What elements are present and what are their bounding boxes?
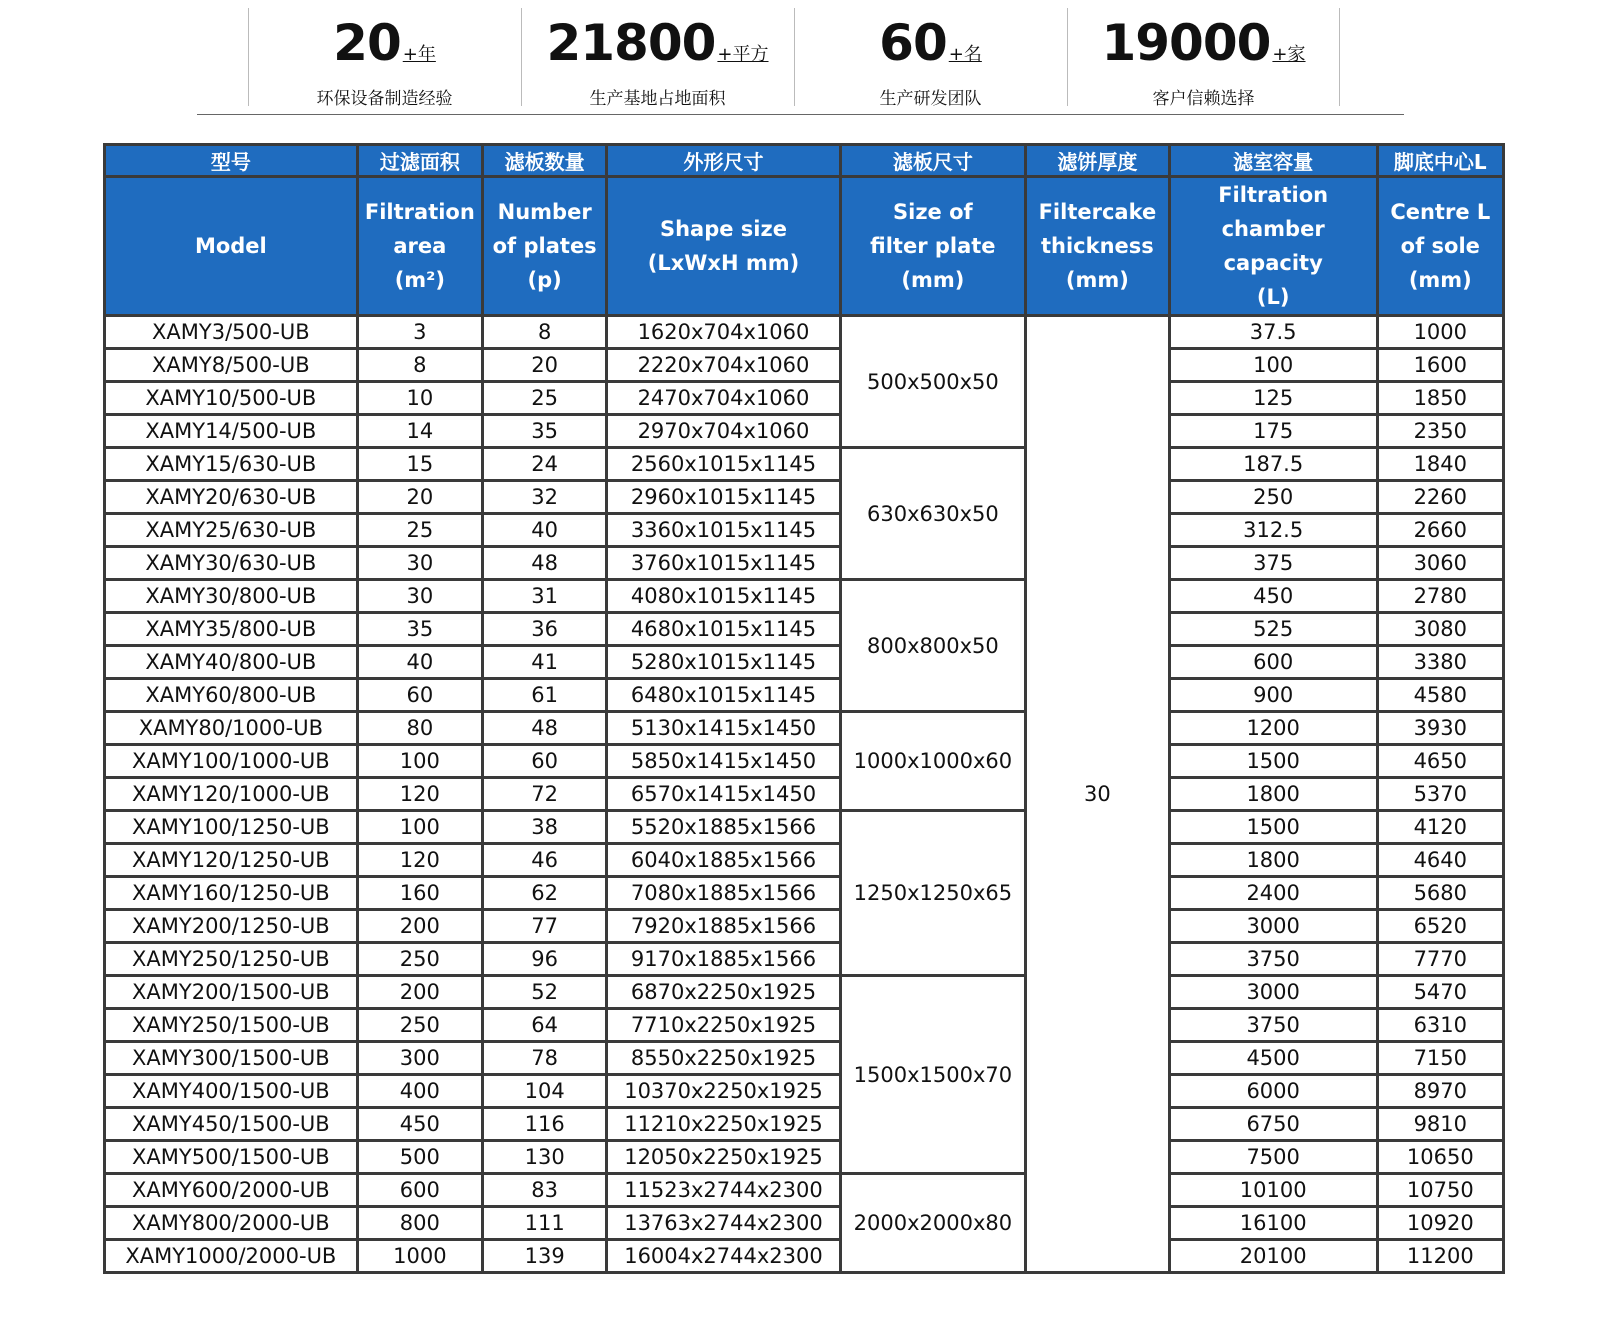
header-en-centre: Centre L of sole (mm) <box>1377 177 1503 316</box>
table-row <box>105 514 1504 547</box>
cell-area: 8 <box>357 349 482 382</box>
stat-caption: 生产基地占地面积 <box>589 89 726 109</box>
cell-shape: 2960x1015x1145 <box>607 481 840 514</box>
cell-centre: 2260 <box>1377 481 1503 514</box>
cell-area: 15 <box>357 448 482 481</box>
cell-plates: 62 <box>483 877 607 910</box>
cell-plates: 130 <box>483 1141 607 1174</box>
cell-capacity: 3000 <box>1169 976 1377 1009</box>
stat-unit: +年 <box>402 44 436 65</box>
cell-plates: 8 <box>483 316 607 349</box>
cell-area: 250 <box>357 1009 482 1042</box>
cell-capacity: 312.5 <box>1169 514 1377 547</box>
cell-model: XAMY60/800-UB <box>105 679 358 712</box>
cell-capacity: 3000 <box>1169 910 1377 943</box>
cell-model: XAMY450/1500-UB <box>105 1108 358 1141</box>
cell-shape: 6480x1015x1145 <box>607 679 840 712</box>
cell-plate-size: 800x800x50 <box>840 580 1025 712</box>
cell-capacity: 4500 <box>1169 1042 1377 1075</box>
cell-plates: 25 <box>483 382 607 415</box>
cell-centre: 11200 <box>1377 1240 1503 1273</box>
cell-centre: 3080 <box>1377 613 1503 646</box>
cell-plate-size: 2000x2000x80 <box>840 1174 1025 1273</box>
cell-area: 30 <box>357 580 482 613</box>
cell-centre: 3930 <box>1377 712 1503 745</box>
cell-area: 800 <box>357 1207 482 1240</box>
cell-plate-size: 1500x1500x70 <box>840 976 1025 1174</box>
table-row <box>105 316 1504 349</box>
cell-plate-size: 630x630x50 <box>840 448 1025 580</box>
table-row <box>105 481 1504 514</box>
cell-area: 80 <box>357 712 482 745</box>
cell-capacity: 16100 <box>1169 1207 1377 1240</box>
stat-number: 20 <box>333 14 401 72</box>
cell-shape: 2970x704x1060 <box>607 415 840 448</box>
cell-shape: 11210x2250x1925 <box>607 1108 840 1141</box>
header-cn-shape: 外形尺寸 <box>607 145 840 177</box>
cell-plates: 60 <box>483 745 607 778</box>
cell-centre: 4580 <box>1377 679 1503 712</box>
cell-model: XAMY30/630-UB <box>105 547 358 580</box>
cell-plates: 48 <box>483 547 607 580</box>
header-en-plate-size: Size of filter plate (mm) <box>840 177 1025 316</box>
cell-centre: 3060 <box>1377 547 1503 580</box>
cell-shape: 3360x1015x1145 <box>607 514 840 547</box>
cell-model: XAMY600/2000-UB <box>105 1174 358 1207</box>
cell-plates: 35 <box>483 415 607 448</box>
cell-area: 160 <box>357 877 482 910</box>
header-en-capacity: Filtration chamber capacity (L) <box>1169 177 1377 316</box>
cell-capacity: 1500 <box>1169 811 1377 844</box>
cell-plates: 24 <box>483 448 607 481</box>
cell-centre: 10750 <box>1377 1174 1503 1207</box>
cell-shape: 11523x2744x2300 <box>607 1174 840 1207</box>
stat-number: 19000 <box>1101 14 1271 72</box>
cell-model: XAMY25/630-UB <box>105 514 358 547</box>
cell-plates: 83 <box>483 1174 607 1207</box>
cell-capacity: 2400 <box>1169 877 1377 910</box>
cell-capacity: 6750 <box>1169 1108 1377 1141</box>
cell-shape: 6570x1415x1450 <box>607 778 840 811</box>
cell-model: XAMY8/500-UB <box>105 349 358 382</box>
cell-centre: 6310 <box>1377 1009 1503 1042</box>
cell-capacity: 100 <box>1169 349 1377 382</box>
cell-centre: 6520 <box>1377 910 1503 943</box>
table-row <box>105 1141 1504 1174</box>
cell-model: XAMY800/2000-UB <box>105 1207 358 1240</box>
spec-table-body <box>105 316 1504 1273</box>
stat-item <box>794 8 1067 109</box>
cell-centre: 5680 <box>1377 877 1503 910</box>
cell-area: 250 <box>357 943 482 976</box>
cell-centre: 1840 <box>1377 448 1503 481</box>
cell-plates: 32 <box>483 481 607 514</box>
table-row <box>105 877 1504 910</box>
cell-centre: 4650 <box>1377 745 1503 778</box>
cell-capacity: 1800 <box>1169 778 1377 811</box>
cell-centre: 10920 <box>1377 1207 1503 1240</box>
cell-model: XAMY200/1500-UB <box>105 976 358 1009</box>
cell-shape: 7920x1885x1566 <box>607 910 840 943</box>
cell-shape: 8550x2250x1925 <box>607 1042 840 1075</box>
table-row <box>105 349 1504 382</box>
stat-number: 21800 <box>546 14 716 72</box>
cell-model: XAMY100/1000-UB <box>105 745 358 778</box>
cell-plates: 36 <box>483 613 607 646</box>
cell-capacity: 20100 <box>1169 1240 1377 1273</box>
cell-plates: 77 <box>483 910 607 943</box>
cell-area: 14 <box>357 415 482 448</box>
cell-centre: 7150 <box>1377 1042 1503 1075</box>
stat-item <box>248 8 521 109</box>
cell-model: XAMY40/800-UB <box>105 646 358 679</box>
cell-shape: 9170x1885x1566 <box>607 943 840 976</box>
header-cn-cake: 滤饼厚度 <box>1026 145 1170 177</box>
cell-model: XAMY1000/2000-UB <box>105 1240 358 1273</box>
cell-shape: 1620x704x1060 <box>607 316 840 349</box>
cell-model: XAMY200/1250-UB <box>105 910 358 943</box>
cell-capacity: 3750 <box>1169 1009 1377 1042</box>
table-row <box>105 1042 1504 1075</box>
cell-model: XAMY30/800-UB <box>105 580 358 613</box>
header-cn-plate-size: 滤板尺寸 <box>840 145 1025 177</box>
cell-shape: 7710x2250x1925 <box>607 1009 840 1042</box>
table-row <box>105 547 1504 580</box>
cell-capacity: 250 <box>1169 481 1377 514</box>
cell-plates: 96 <box>483 943 607 976</box>
cell-plates: 38 <box>483 811 607 844</box>
header-cn-plates: 滤板数量 <box>483 145 607 177</box>
cell-centre: 1850 <box>1377 382 1503 415</box>
cell-model: XAMY14/500-UB <box>105 415 358 448</box>
cell-plate-size: 500x500x50 <box>840 316 1025 448</box>
cell-model: XAMY250/1500-UB <box>105 1009 358 1042</box>
cell-shape: 3760x1015x1145 <box>607 547 840 580</box>
cell-centre: 7770 <box>1377 943 1503 976</box>
table-row <box>105 943 1504 976</box>
header-en-area: Filtration area (m²) <box>357 177 482 316</box>
cell-plates: 41 <box>483 646 607 679</box>
stat-caption: 生产研发团队 <box>879 89 982 109</box>
stat-caption: 环保设备制造经验 <box>316 89 453 109</box>
cell-shape: 7080x1885x1566 <box>607 877 840 910</box>
cell-model: XAMY120/1000-UB <box>105 778 358 811</box>
cell-shape: 5850x1415x1450 <box>607 745 840 778</box>
cell-area: 400 <box>357 1075 482 1108</box>
table-row <box>105 1207 1504 1240</box>
cell-area: 35 <box>357 613 482 646</box>
cell-plates: 61 <box>483 679 607 712</box>
cell-plates: 139 <box>483 1240 607 1273</box>
cell-area: 30 <box>357 547 482 580</box>
cell-shape: 13763x2744x2300 <box>607 1207 840 1240</box>
cell-capacity: 1200 <box>1169 712 1377 745</box>
cell-area: 100 <box>357 745 482 778</box>
cell-centre: 4120 <box>1377 811 1503 844</box>
header-en-shape: Shape size (LxWxH mm) <box>607 177 840 316</box>
cell-shape: 16004x2744x2300 <box>607 1240 840 1273</box>
cell-centre: 4640 <box>1377 844 1503 877</box>
cell-capacity: 3750 <box>1169 943 1377 976</box>
cell-centre: 2350 <box>1377 415 1503 448</box>
table-row <box>105 646 1504 679</box>
cell-centre: 3380 <box>1377 646 1503 679</box>
cell-capacity: 375 <box>1169 547 1377 580</box>
cell-capacity: 175 <box>1169 415 1377 448</box>
cell-area: 120 <box>357 844 482 877</box>
cell-model: XAMY15/630-UB <box>105 448 358 481</box>
cell-plates: 64 <box>483 1009 607 1042</box>
cell-shape: 5520x1885x1566 <box>607 811 840 844</box>
table-row <box>105 1075 1504 1108</box>
header-en-plates: Number of plates (p) <box>483 177 607 316</box>
cell-model: XAMY160/1250-UB <box>105 877 358 910</box>
cell-area: 40 <box>357 646 482 679</box>
cell-capacity: 450 <box>1169 580 1377 613</box>
cell-centre: 10650 <box>1377 1141 1503 1174</box>
cell-area: 500 <box>357 1141 482 1174</box>
table-row <box>105 1009 1504 1042</box>
cell-shape: 6040x1885x1566 <box>607 844 840 877</box>
header-en-model: Model <box>105 177 358 316</box>
cell-area: 20 <box>357 481 482 514</box>
cell-centre: 2780 <box>1377 580 1503 613</box>
stat-unit: +平方 <box>717 44 769 65</box>
cell-centre: 1000 <box>1377 316 1503 349</box>
cell-plates: 31 <box>483 580 607 613</box>
cell-shape: 4680x1015x1145 <box>607 613 840 646</box>
cell-shape: 2220x704x1060 <box>607 349 840 382</box>
cell-area: 120 <box>357 778 482 811</box>
cell-capacity: 900 <box>1169 679 1377 712</box>
table-row <box>105 778 1504 811</box>
cell-shape: 5280x1015x1145 <box>607 646 840 679</box>
cell-area: 1000 <box>357 1240 482 1273</box>
header-row-en <box>105 177 1504 316</box>
cell-capacity: 6000 <box>1169 1075 1377 1108</box>
table-row <box>105 1108 1504 1141</box>
table-row <box>105 811 1504 844</box>
cell-model: XAMY120/1250-UB <box>105 844 358 877</box>
cell-plate-size: 1250x1250x65 <box>840 811 1025 976</box>
cell-model: XAMY300/1500-UB <box>105 1042 358 1075</box>
cell-plates: 46 <box>483 844 607 877</box>
cell-area: 300 <box>357 1042 482 1075</box>
header-cn-model: 型号 <box>105 145 358 177</box>
cell-model: XAMY10/500-UB <box>105 382 358 415</box>
cell-capacity: 125 <box>1169 382 1377 415</box>
cell-plates: 52 <box>483 976 607 1009</box>
cell-shape: 6870x2250x1925 <box>607 976 840 1009</box>
table-row <box>105 382 1504 415</box>
cell-capacity: 1500 <box>1169 745 1377 778</box>
cell-area: 200 <box>357 910 482 943</box>
stat-number: 60 <box>879 14 947 72</box>
table-row <box>105 679 1504 712</box>
stats-bar <box>248 8 1340 109</box>
cell-model: XAMY20/630-UB <box>105 481 358 514</box>
table-row <box>105 1174 1504 1207</box>
spec-table <box>103 143 1505 1274</box>
cell-model: XAMY80/1000-UB <box>105 712 358 745</box>
stat-unit: +名 <box>948 44 982 65</box>
table-row <box>105 448 1504 481</box>
cell-centre: 2660 <box>1377 514 1503 547</box>
cell-shape: 2560x1015x1145 <box>607 448 840 481</box>
cell-shape: 12050x2250x1925 <box>607 1141 840 1174</box>
stat-caption: 客户信赖选择 <box>1152 89 1255 109</box>
table-row <box>105 745 1504 778</box>
cell-centre: 1600 <box>1377 349 1503 382</box>
cell-area: 10 <box>357 382 482 415</box>
header-row-cn <box>105 145 1504 177</box>
cell-area: 600 <box>357 1174 482 1207</box>
cell-model: XAMY500/1500-UB <box>105 1141 358 1174</box>
cell-model: XAMY250/1250-UB <box>105 943 358 976</box>
cell-area: 60 <box>357 679 482 712</box>
cell-capacity: 1800 <box>1169 844 1377 877</box>
cell-shape: 2470x704x1060 <box>607 382 840 415</box>
cell-capacity: 10100 <box>1169 1174 1377 1207</box>
stat-item <box>521 8 794 109</box>
cell-centre: 8970 <box>1377 1075 1503 1108</box>
cell-area: 100 <box>357 811 482 844</box>
cell-centre: 5370 <box>1377 778 1503 811</box>
table-row <box>105 712 1504 745</box>
cell-capacity: 37.5 <box>1169 316 1377 349</box>
cell-plate-size: 1000x1000x60 <box>840 712 1025 811</box>
table-row <box>105 415 1504 448</box>
header-cn-centre: 脚底中心L <box>1377 145 1503 177</box>
cell-model: XAMY35/800-UB <box>105 613 358 646</box>
stats-divider <box>197 114 1404 115</box>
cell-plates: 48 <box>483 712 607 745</box>
cell-plates: 116 <box>483 1108 607 1141</box>
table-row <box>105 580 1504 613</box>
cell-area: 200 <box>357 976 482 1009</box>
table-row <box>105 910 1504 943</box>
cell-plates: 20 <box>483 349 607 382</box>
cell-model: XAMY100/1250-UB <box>105 811 358 844</box>
table-row <box>105 976 1504 1009</box>
cell-centre: 9810 <box>1377 1108 1503 1141</box>
cell-capacity: 187.5 <box>1169 448 1377 481</box>
cell-plates: 104 <box>483 1075 607 1108</box>
cell-capacity: 7500 <box>1169 1141 1377 1174</box>
cell-centre: 5470 <box>1377 976 1503 1009</box>
cell-plates: 111 <box>483 1207 607 1240</box>
table-row <box>105 613 1504 646</box>
cell-capacity: 600 <box>1169 646 1377 679</box>
cell-model: XAMY3/500-UB <box>105 316 358 349</box>
cell-plates: 72 <box>483 778 607 811</box>
header-en-cake: Filtercake thickness (mm) <box>1026 177 1170 316</box>
cell-plates: 40 <box>483 514 607 547</box>
cell-shape: 4080x1015x1145 <box>607 580 840 613</box>
stat-unit: +家 <box>1272 44 1306 65</box>
stat-item <box>1067 8 1340 109</box>
cell-filtercake-thickness: 30 <box>1026 316 1170 1273</box>
cell-model: XAMY400/1500-UB <box>105 1075 358 1108</box>
table-row <box>105 1240 1504 1273</box>
cell-area: 3 <box>357 316 482 349</box>
cell-area: 25 <box>357 514 482 547</box>
header-cn-area: 过滤面积 <box>357 145 482 177</box>
header-cn-capacity: 滤室容量 <box>1169 145 1377 177</box>
cell-area: 450 <box>357 1108 482 1141</box>
cell-plates: 78 <box>483 1042 607 1075</box>
table-row <box>105 844 1504 877</box>
cell-shape: 5130x1415x1450 <box>607 712 840 745</box>
cell-capacity: 525 <box>1169 613 1377 646</box>
cell-shape: 10370x2250x1925 <box>607 1075 840 1108</box>
